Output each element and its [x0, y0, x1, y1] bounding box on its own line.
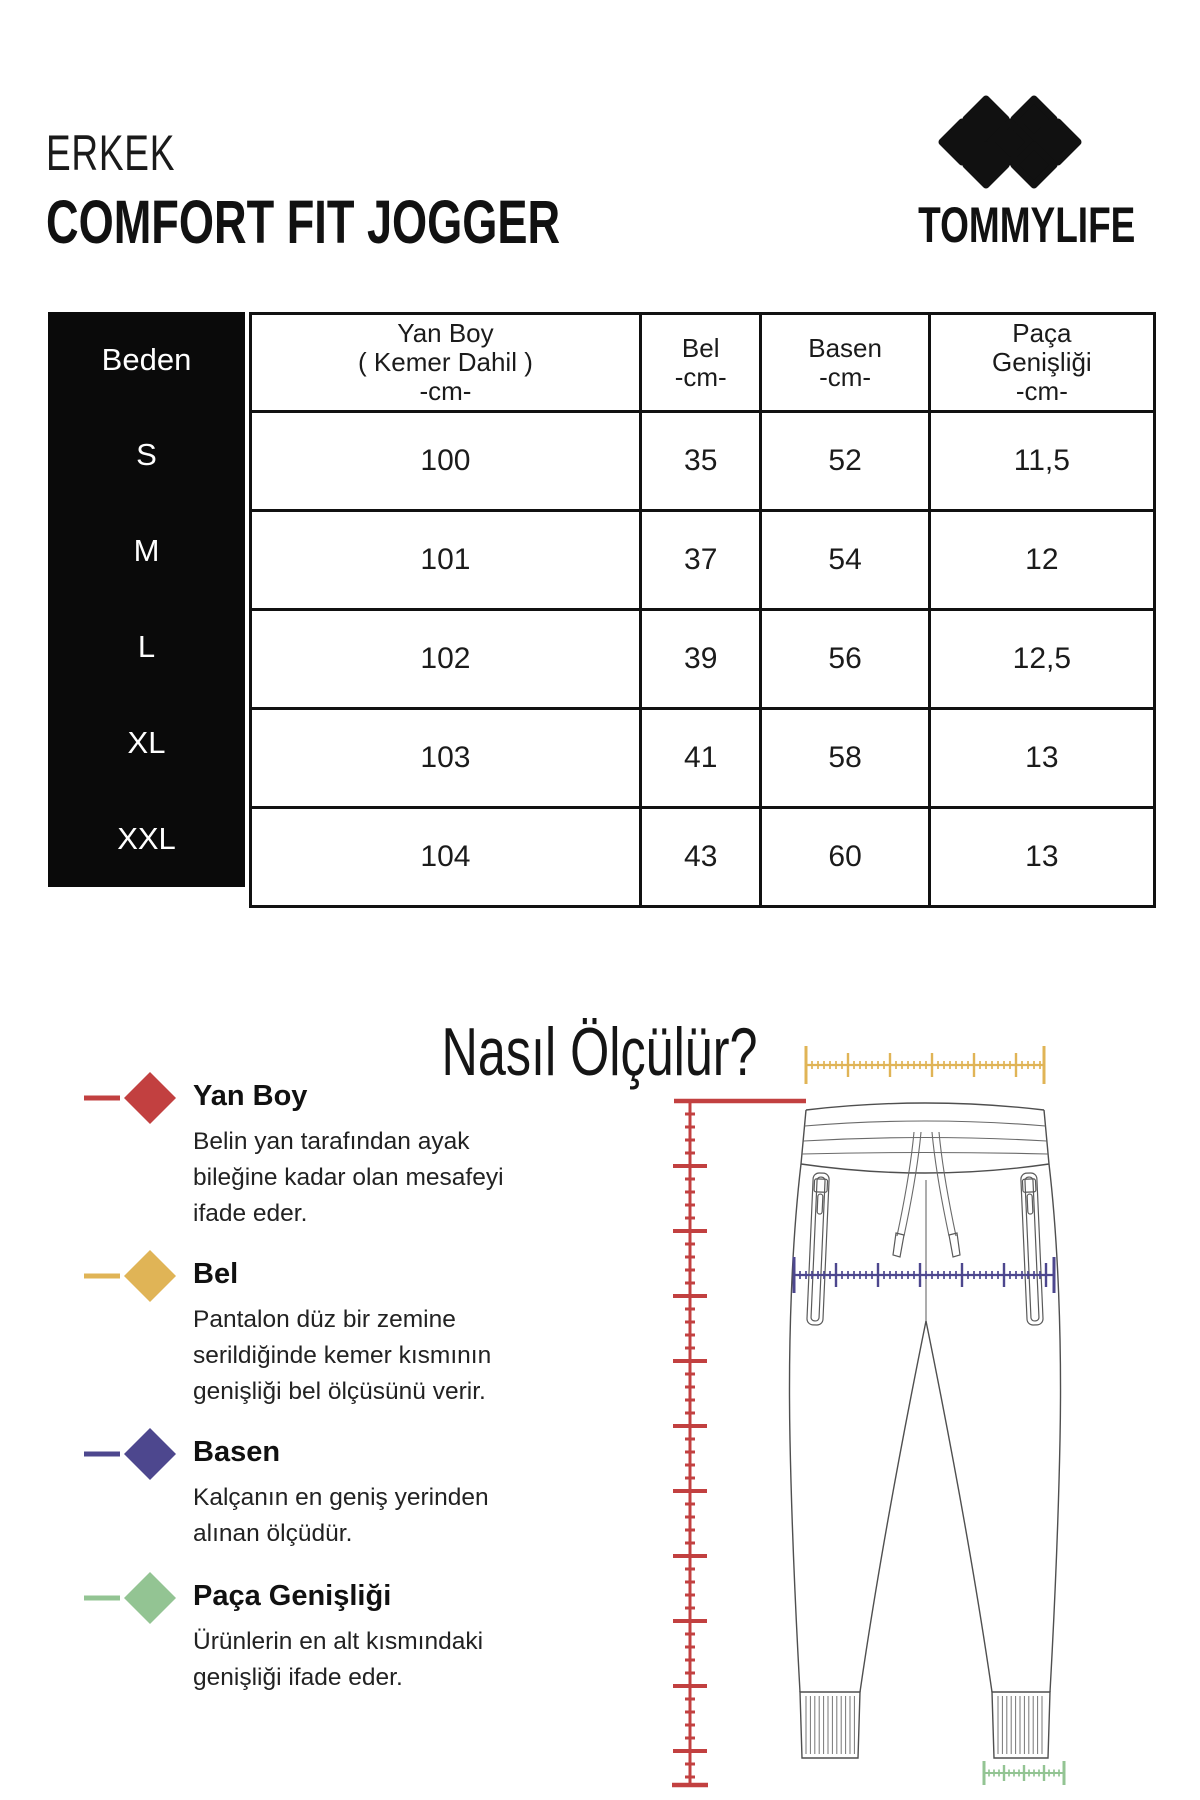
right-pocket-zipper — [1021, 1173, 1044, 1326]
legend-item-paca-genisligi — [58, 1580, 528, 1696]
size-chart — [48, 312, 1156, 887]
brand-name: TOMMYLIFE — [918, 197, 1136, 253]
table-row: 101 37 54 12 — [251, 511, 1155, 610]
table-row: 104 43 60 13 — [251, 808, 1155, 907]
left-pocket-zipper — [807, 1173, 830, 1326]
table-row: 103 41 58 13 — [251, 709, 1155, 808]
product-heading — [46, 125, 741, 256]
size-label: L — [137, 629, 156, 664]
legend-description: Belin yan tarafından ayak bileğine kadar olan mesafeyi ifade eder. — [193, 1128, 504, 1227]
column-header-bel: Bel -cm- — [640, 314, 761, 412]
measure-legend — [58, 1080, 528, 1722]
size-label: S — [136, 437, 157, 472]
legend-item-yan-boy — [58, 1080, 528, 1232]
paca-genisligi-diamond-icon — [78, 1566, 185, 1630]
bel-diamond-icon — [78, 1244, 185, 1308]
brand-logo — [880, 92, 1140, 253]
column-header-basen: Basen -cm- — [761, 314, 929, 412]
size-column-header: Beden — [101, 341, 192, 377]
cuff-ribbing — [806, 1696, 1042, 1754]
basen-diamond-icon — [78, 1422, 185, 1486]
brand-diamonds-icon — [935, 92, 1085, 192]
paca-ruler — [984, 1761, 1064, 1785]
measure-section-title: Nasıl Ölçülür? — [441, 1014, 759, 1091]
size-label: M — [133, 533, 160, 568]
legend-description: Kalçanın en geniş yerinden alınan ölçüdür. — [193, 1484, 489, 1547]
legend-item-basen — [58, 1436, 528, 1552]
table-row: 102 39 56 12,5 — [251, 610, 1155, 709]
legend-description: Pantalon düz bir zemine serildiğinde kemer kısmının genişliği bel ölçüsünü verir. — [193, 1306, 492, 1405]
table-row: 100 35 52 11,5 — [251, 412, 1155, 511]
size-label: XL — [127, 725, 166, 760]
jogger-outline — [789, 1103, 1060, 1758]
jogger-diagram — [560, 1040, 1160, 1800]
column-header-yan-boy: Yan Boy ( Kemer Dahil ) -cm- — [251, 314, 641, 412]
yan-boy-diamond-icon — [78, 1066, 185, 1130]
product-gender: ERKEK — [46, 125, 176, 181]
legend-item-bel — [58, 1258, 528, 1410]
basen-ruler — [794, 1257, 1054, 1293]
legend-label: Bel — [193, 1258, 239, 1290]
size-label: XXL — [117, 821, 176, 856]
size-column — [48, 312, 245, 887]
measurements-table — [249, 312, 1156, 908]
legend-label: Paça Genişliği — [193, 1580, 392, 1612]
legend-description: Ürünlerin en alt kısmındaki genişliği ifade eder. — [193, 1628, 484, 1691]
legend-label: Basen — [193, 1436, 281, 1468]
legend-label: Yan Boy — [193, 1080, 308, 1112]
column-header-paca: Paça Genişliği -cm- — [929, 314, 1154, 412]
bel-ruler — [806, 1046, 1044, 1084]
yan-boy-ruler — [672, 1101, 806, 1785]
product-title: COMFORT FIT JOGGER — [46, 188, 561, 256]
table-header-row — [251, 314, 1155, 412]
